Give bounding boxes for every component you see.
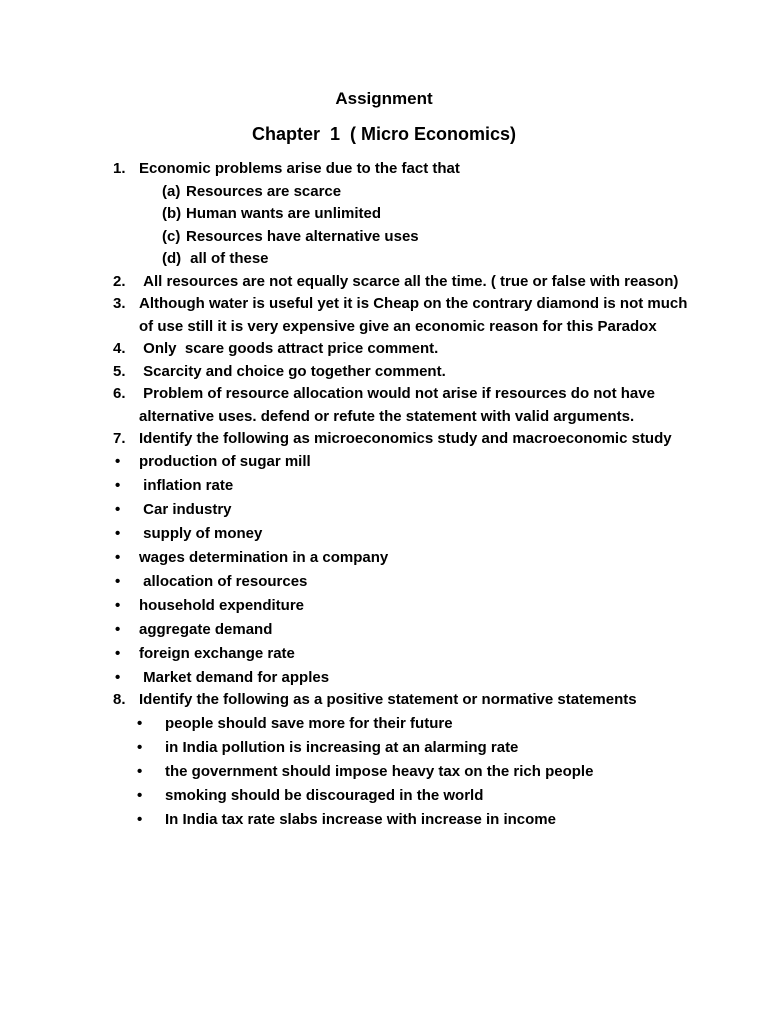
bullet-icon: • [137, 739, 143, 756]
question-text: Problem of resource allocation would not arise if resources do not have alternative uses. defend or refute the statement with valid arguments. [139, 385, 660, 425]
list-item [113, 737, 693, 760]
list-item [113, 713, 693, 736]
question-number: 2. [113, 272, 126, 290]
question-7 [113, 428, 693, 451]
option-text: Human wants are unlimited [186, 205, 382, 222]
option-b [113, 203, 693, 226]
bullet-icon: • [137, 715, 143, 732]
question-text: Identify the following as microeconomics study and macroeconomic study [139, 430, 672, 447]
question-list [113, 158, 693, 832]
question-1 [113, 158, 693, 181]
list-item [113, 643, 693, 666]
list-item-text: Car industry [139, 500, 232, 518]
option-label: (a) [162, 182, 181, 200]
list-item-text: supply of money [139, 524, 263, 542]
question-text: Only scare goods attract price comment. [139, 340, 439, 357]
question-number: 7. [113, 430, 126, 447]
list-item [113, 761, 693, 784]
question-text: Economic problems arise due to the fact that [139, 160, 460, 177]
option-text: all of these [186, 250, 269, 267]
list-item-text: production of sugar mill [139, 452, 311, 470]
list-item [113, 475, 693, 498]
question-text: Although water is useful yet it is Cheap on the contrary diamond is not much of use still it is very expensive give an economic reason for this Paradox [139, 295, 692, 335]
list-item-text: in India pollution is increasing at an alarming rate [165, 739, 519, 756]
question-5 [113, 361, 693, 384]
option-label: (d) [162, 250, 182, 267]
list-item [113, 571, 693, 594]
question-8 [113, 689, 693, 712]
list-item-text: people should save more for their future [165, 715, 453, 732]
list-item [113, 667, 693, 690]
list-item-text: the government should impose heavy tax on the rich people [165, 763, 594, 780]
question-number: 4. [113, 340, 126, 357]
list-item-text: foreign exchange rate [139, 644, 295, 662]
option-label: (c) [162, 227, 181, 245]
option-text: Resources are scarce [186, 182, 342, 200]
bullet-icon: • [115, 668, 121, 686]
question-2 [113, 271, 693, 294]
option-a [113, 181, 693, 204]
question-number: 8. [113, 691, 126, 708]
document-title: Assignment [335, 89, 433, 108]
question-6 [113, 383, 693, 428]
list-item [113, 595, 693, 618]
list-item [113, 499, 693, 522]
bullet-icon: • [115, 548, 121, 566]
question-text: All resources are not equally scarce all the time. ( true or false with reason) [139, 272, 679, 290]
bullet-icon: • [115, 620, 121, 638]
question-3 [113, 293, 693, 338]
question-4 [113, 338, 693, 361]
option-text: Resources have alternative uses [186, 227, 419, 245]
question-text: Scarcity and choice go together comment. [139, 362, 446, 380]
list-item-text: smoking should be discouraged in the world [165, 787, 484, 804]
option-c [113, 226, 693, 249]
document-subtitle: Chapter 1 ( Micro Economics) [251, 124, 517, 144]
bullet-icon: • [115, 596, 121, 614]
question-number: 6. [113, 385, 126, 402]
list-item-text: Market demand for apples [139, 668, 330, 686]
list-item [113, 785, 693, 808]
list-item [113, 451, 693, 474]
list-item [113, 619, 693, 642]
question-number: 1. [113, 160, 126, 177]
list-item [113, 547, 693, 570]
bullet-icon: • [115, 524, 121, 542]
option-d [113, 248, 693, 271]
question-number: 3. [113, 295, 126, 312]
bullet-icon: • [115, 452, 121, 470]
option-label: (b) [162, 205, 182, 222]
list-item [113, 523, 693, 546]
list-item [113, 809, 693, 832]
bullet-icon: • [137, 787, 143, 804]
list-item-text: household expenditure [139, 596, 305, 614]
list-item-text: allocation of resources [139, 572, 308, 590]
list-item-text: wages determination in a company [139, 548, 389, 566]
bullet-icon: • [115, 476, 121, 494]
list-item-text: inflation rate [139, 476, 234, 494]
list-item-text: In India tax rate slabs increase with increase in income [165, 811, 556, 828]
question-number: 5. [113, 362, 126, 380]
bullet-icon: • [137, 811, 143, 828]
question-text: Identify the following as a positive statement or normative statements [139, 691, 637, 708]
list-item-text: aggregate demand [139, 620, 273, 638]
bullet-icon: • [137, 763, 143, 780]
bullet-icon: • [115, 644, 121, 662]
bullet-icon: • [115, 572, 121, 590]
bullet-icon: • [115, 500, 121, 518]
